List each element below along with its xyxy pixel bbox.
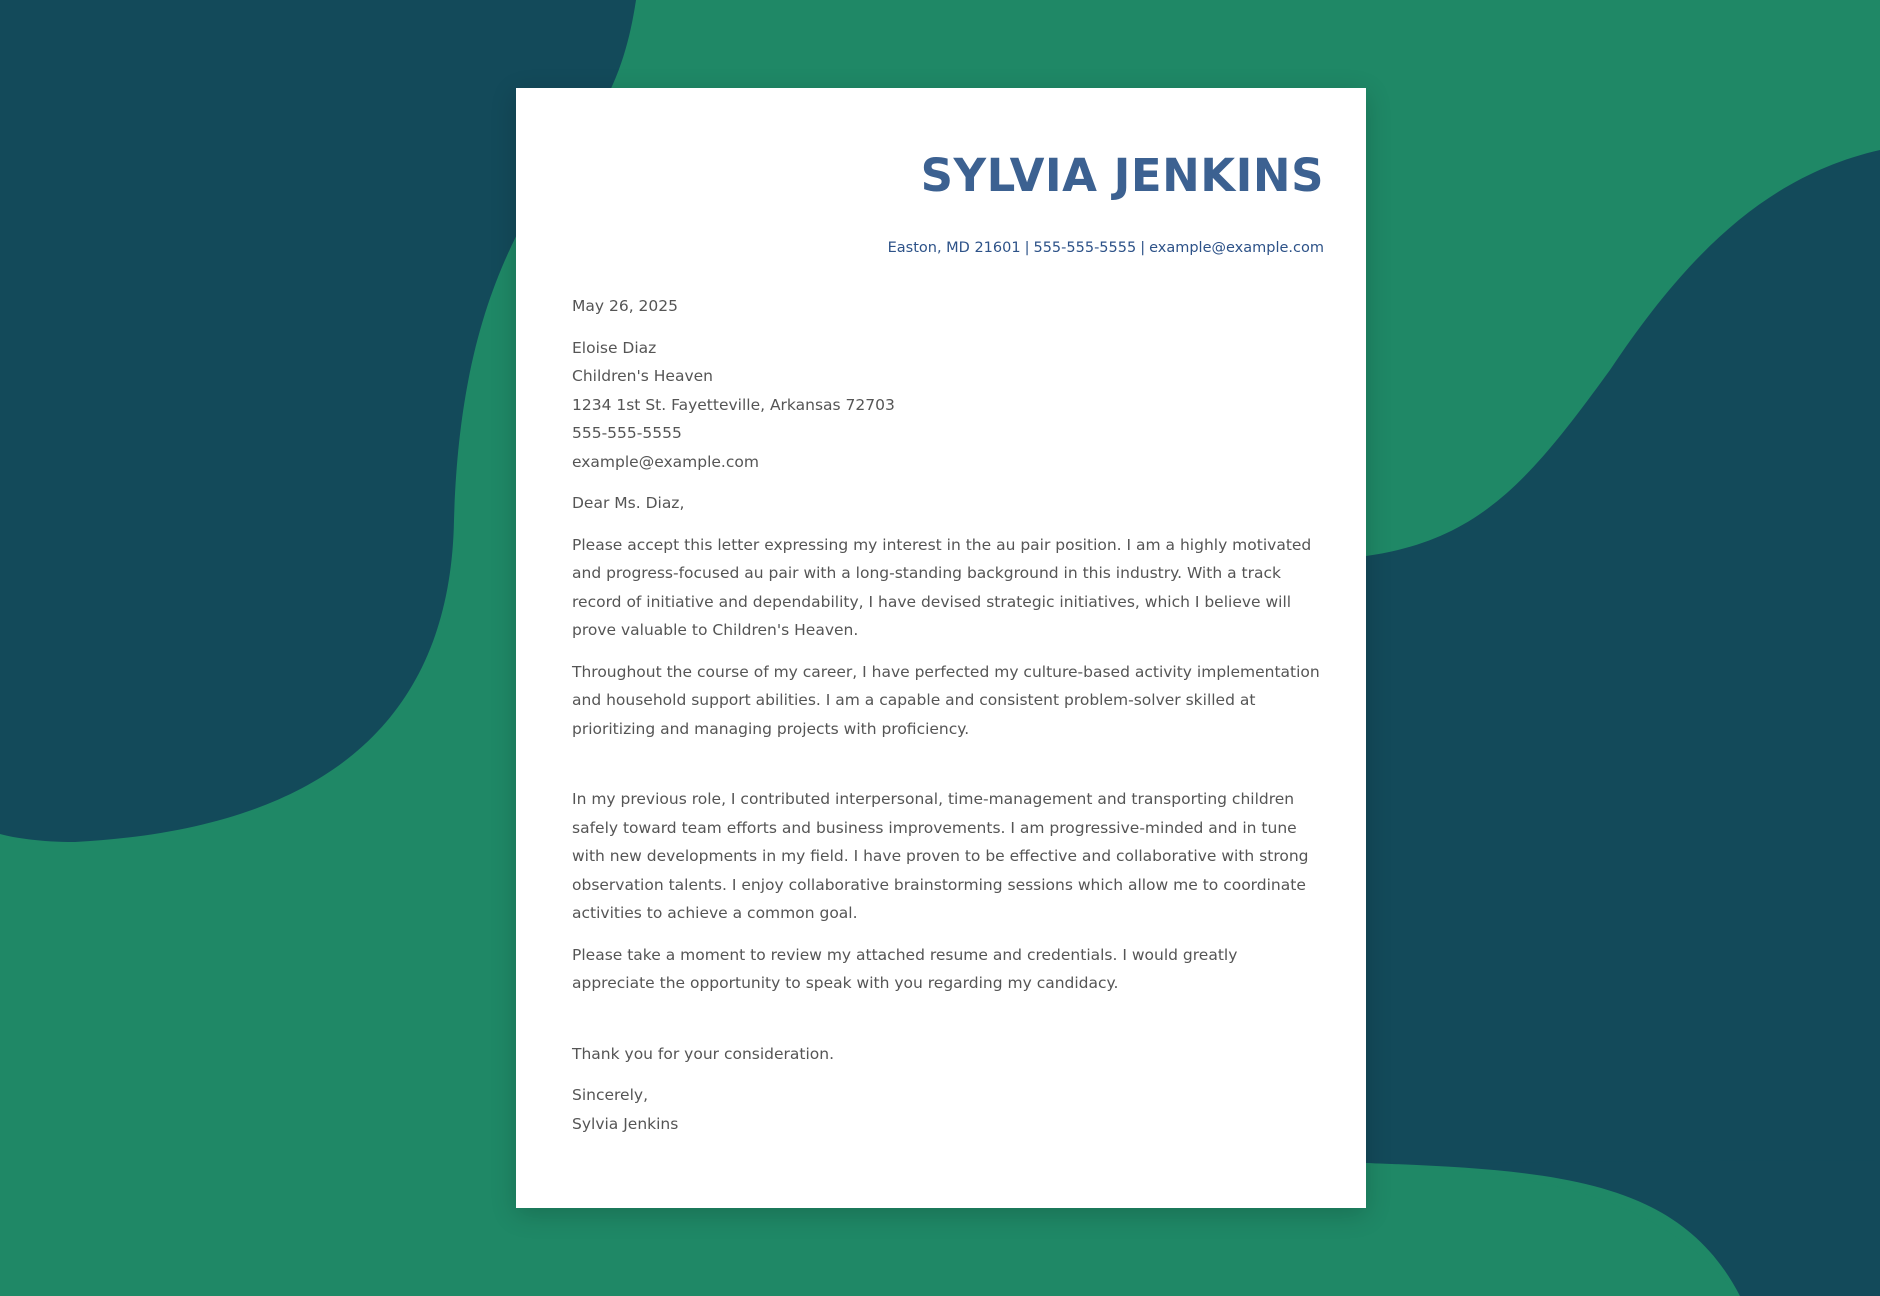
applicant-name: SYLVIA JENKINS: [920, 149, 1324, 202]
contact-separator: |: [1140, 240, 1146, 256]
contact-separator: |: [1024, 240, 1030, 256]
recipient-phone: 555-555-5555: [572, 424, 682, 442]
closing-block: [572, 1081, 1324, 1138]
recipient-address: 1234 1st St. Fayetteville, Arkansas 72703: [572, 395, 895, 414]
contact-location: Easton, MD 21601: [887, 240, 1021, 256]
recipient-company: Children's Heaven: [572, 367, 713, 385]
closing: Sincerely,: [572, 1086, 649, 1104]
paragraph-1: Please accept this letter expressing my interest in the au pair position. I am a highly motivated and progress-focused au pair with a long-standing background in this industry. With a track record of initiative and dependability, I have devised strategic initiatives, which I believe will prove valuable to Children's Heaven.: [572, 535, 1312, 639]
contact-line: [572, 238, 1324, 258]
recipient-name: Eloise Diaz: [572, 338, 657, 357]
signature: Sylvia Jenkins: [572, 1114, 679, 1133]
letter-body: [572, 292, 1324, 1138]
salutation: Dear Ms. Diaz,: [572, 494, 685, 512]
paragraph-4: Please take a moment to review my attached resume and credentials. I would greatly appreciate the opportunity to speak with you regarding my candidacy.: [572, 945, 1238, 992]
contact-email: example@example.com: [1149, 240, 1324, 256]
letter-date: May 26, 2025: [572, 297, 678, 315]
recipient-block: [572, 334, 1324, 477]
thanks-line: Thank you for your consideration.: [572, 1044, 835, 1063]
recipient-email: example@example.com: [572, 452, 759, 471]
cover-letter-page: [516, 88, 1366, 1208]
contact-phone: 555-555-5555: [1033, 240, 1137, 256]
paragraph-2: Throughout the course of my career, I have perfected my culture-based activity implementation and household support abilities. I am a capable and consistent problem-solver skilled at prioritizing and managing projects with proficiency.: [572, 662, 1320, 738]
paragraph-3: In my previous role, I contributed interpersonal, time-management and transporting children safely toward team efforts and business improvements. I am progressive-minded and in tune with new developments in my field. I have proven to be effective and collaborative with strong observation talents. I enjoy collaborative brainstorming sessions which allow me to coordinate activities to achieve a common goal.: [572, 790, 1309, 922]
